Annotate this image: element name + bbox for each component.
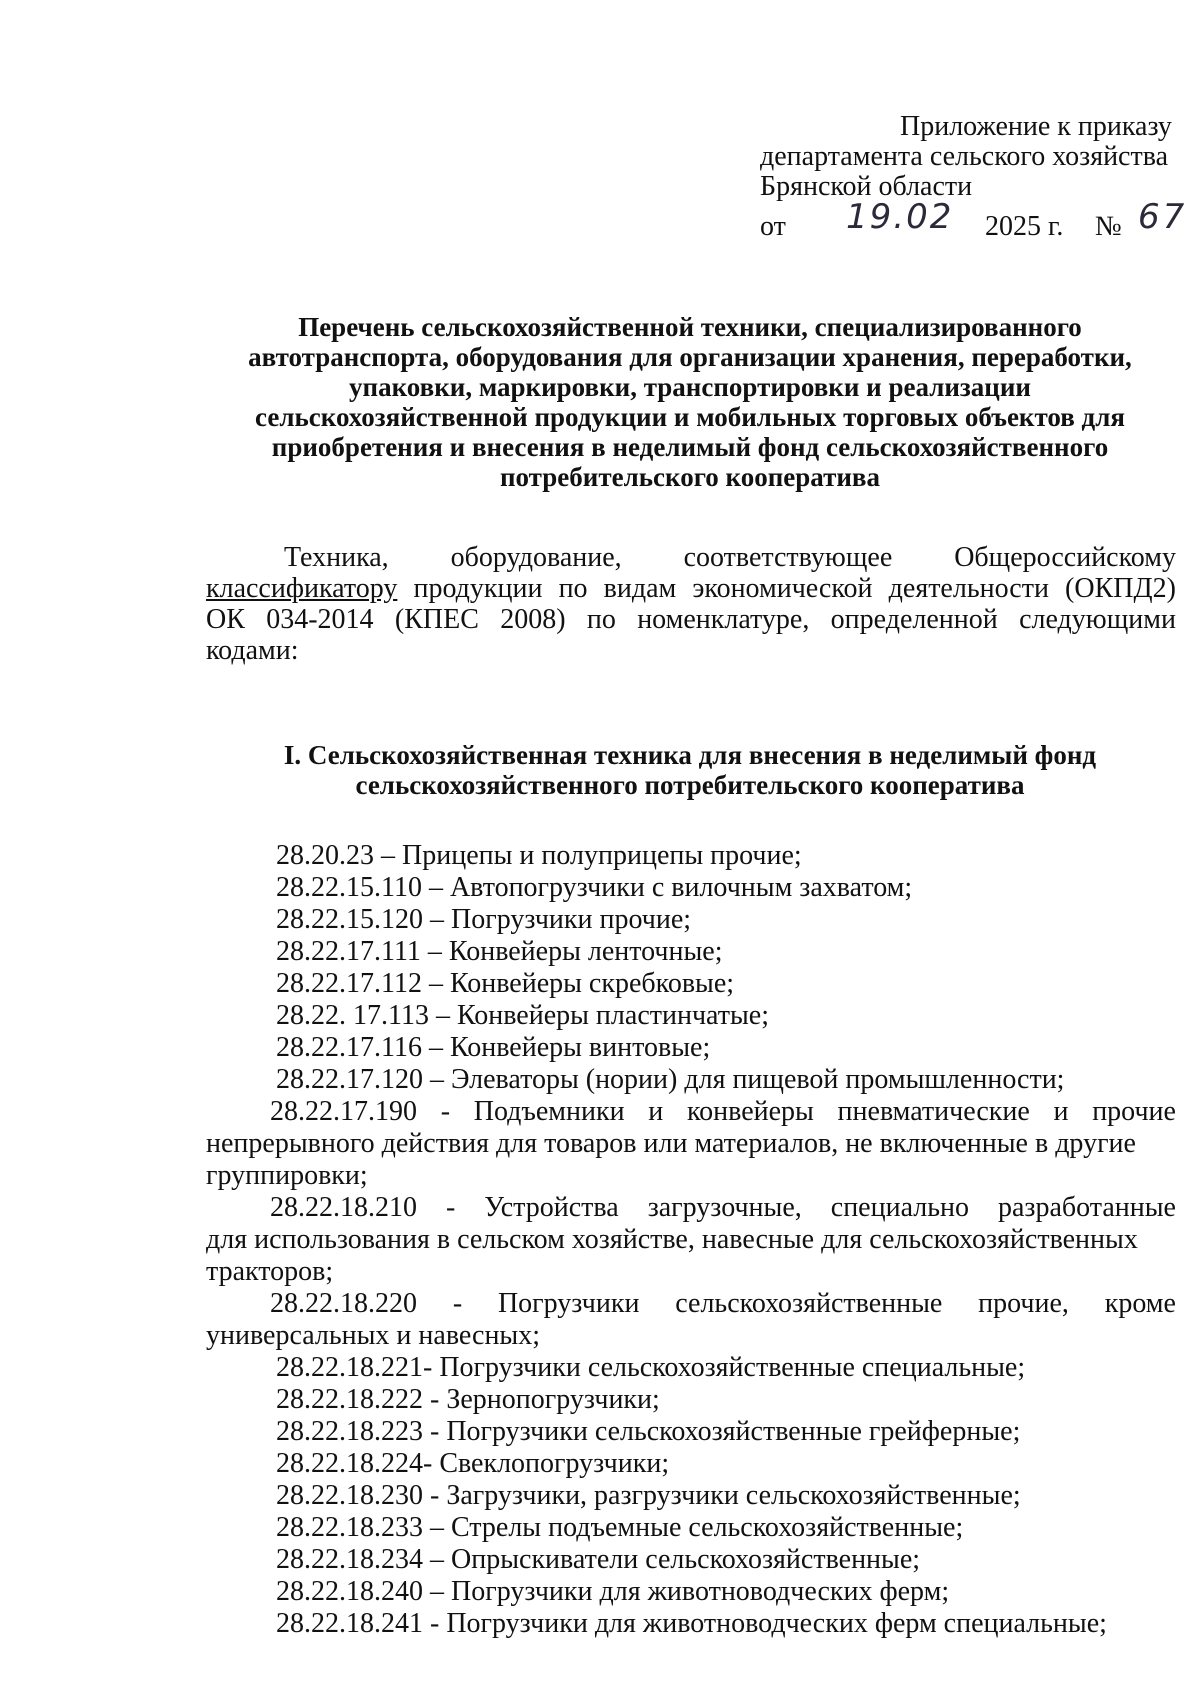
list-item-190 [206, 1096, 1176, 1192]
list-item: 28.22.18.233 – Стрелы подъемные сельскохозяйственные; [276, 1512, 964, 1543]
intro-word: продукции [413, 573, 543, 604]
list-item: 28.22. 17.113 – Конвейеры пластинчатые; [276, 1000, 769, 1031]
intro-word: Общероссийскому [954, 542, 1176, 573]
header-line-department: департамента сельского хозяйства [760, 141, 1168, 172]
list-item-continuation: непрерывного действия для товаров или материалов, не включенные в другие [206, 1128, 1136, 1159]
list-item-continuation: универсальных и навесных; [206, 1320, 541, 1351]
intro-line-1 [206, 542, 1176, 573]
list-item-continuation: для использования в сельском хозяйстве, навесные для сельскохозяйственных [206, 1224, 1138, 1255]
handwritten-date: 19.02 [846, 197, 954, 237]
intro-word: 2008) [500, 604, 566, 635]
document-title [200, 312, 1180, 492]
list-item: 28.22.18.224- Свеклопогрузчики; [276, 1448, 670, 1479]
header-line-region: Брянской области [760, 171, 973, 202]
section-heading-line: сельскохозяйственного потребительского кооператива [355, 770, 1025, 800]
list-item: 28.20.23 – Прицепы и полуприцепы прочие; [276, 840, 802, 871]
list-item: 28.22.17.112 – Конвейеры скребковые; [276, 968, 735, 999]
date-year: 2025 г. [985, 211, 1064, 242]
list-item-continuation: тракторов; [206, 1256, 334, 1287]
header-date-line [760, 197, 1188, 244]
intro-line-2 [206, 573, 1176, 604]
intro-word: (КПЕС [394, 604, 479, 635]
list-item-continuation: группировки; [206, 1160, 368, 1191]
intro-word: экономической [692, 573, 873, 604]
intro-word: Техника, [284, 542, 389, 573]
section-heading-1 [200, 740, 1180, 800]
intro-paragraph [206, 542, 1176, 666]
title-line: потребительского кооператива [499, 462, 880, 492]
list-item: 28.22.18.241 - Погрузчики для животноводческих ферм специальные; [276, 1608, 1107, 1639]
section-heading-line: I. Сельскохозяйственная техника для внесения в неделимый фонд [283, 740, 1097, 770]
list-item: 28.22.18.240 – Погрузчики для животноводческих ферм; [276, 1576, 950, 1607]
intro-line-4: кодами: [206, 635, 299, 666]
date-prefix: от [760, 211, 786, 242]
list-item: 28.22.15.110 – Автопогрузчики с вилочным захватом; [276, 872, 913, 903]
intro-word: оборудование, [450, 542, 622, 573]
intro-line-3 [206, 604, 1176, 635]
list-item: 28.22.17.120 – Элеваторы (нории) для пищевой промышленности; [276, 1064, 1065, 1095]
classifier-link[interactable]: классификатору [206, 573, 398, 604]
intro-word: следующими [1019, 604, 1176, 635]
intro-word: по [558, 573, 588, 604]
list-item: 28.22.18.221- Погрузчики сельскохозяйственные специальные; [276, 1352, 1026, 1383]
intro-word: (ОКПД2) [1065, 573, 1176, 604]
intro-word: видам [603, 573, 677, 604]
list-item: 28.22.17.111 – Конвейеры ленточные; [276, 936, 723, 967]
intro-word: номенклатуре, [637, 604, 810, 635]
list-item: 28.22.18.234 – Опрыскиватели сельскохозяйственные; [276, 1544, 921, 1575]
intro-word: соответствующее [683, 542, 893, 573]
title-line: сельскохозяйственной продукции и мобильных торговых объектов для [255, 402, 1125, 432]
intro-word: определенной [830, 604, 998, 635]
number-label: № [1095, 211, 1122, 242]
title-line: Перечень сельскохозяйственной техники, специализированного [298, 312, 1082, 342]
list-item-first-line: 28.22.17.190 - Подъемники и конвейеры пневматические и прочие [270, 1096, 1176, 1127]
title-line: автотранспорта, оборудования для организации хранения, переработки, [248, 342, 1132, 372]
header-line-appendix: Приложение к приказу [900, 111, 1172, 142]
list-item-first-line: 28.22.18.220 - Погрузчики сельскохозяйственные прочие, кроме [270, 1288, 1176, 1319]
intro-word: ОК [206, 604, 245, 635]
list-item: 28.22.18.222 - Зернопогрузчики; [276, 1384, 660, 1415]
list-item-220 [206, 1288, 1176, 1352]
list-item: 28.22.15.120 – Погрузчики прочие; [276, 904, 692, 935]
handwritten-number: 67 [1138, 197, 1188, 237]
list-item-first-line: 28.22.18.210 - Устройства загрузочные, специально разработанные [270, 1192, 1176, 1223]
code-list [206, 840, 1176, 1640]
list-item: 28.22.18.230 - Загрузчики, разгрузчики сельскохозяйственные; [276, 1480, 1021, 1511]
intro-word: 034-2014 [266, 604, 374, 635]
intro-word: по [586, 604, 616, 635]
intro-word: деятельности [888, 573, 1049, 604]
title-line: приобретения и внесения в неделимый фонд сельскохозяйственного [271, 432, 1109, 462]
list-item: 28.22.18.223 - Погрузчики сельскохозяйственные грейферные; [276, 1416, 1021, 1447]
list-item-210 [206, 1192, 1176, 1288]
title-line: упаковки, маркировки, транспортировки и реализации [349, 372, 1031, 402]
document-header [760, 111, 1188, 244]
list-item: 28.22.17.116 – Конвейеры винтовые; [276, 1032, 711, 1063]
